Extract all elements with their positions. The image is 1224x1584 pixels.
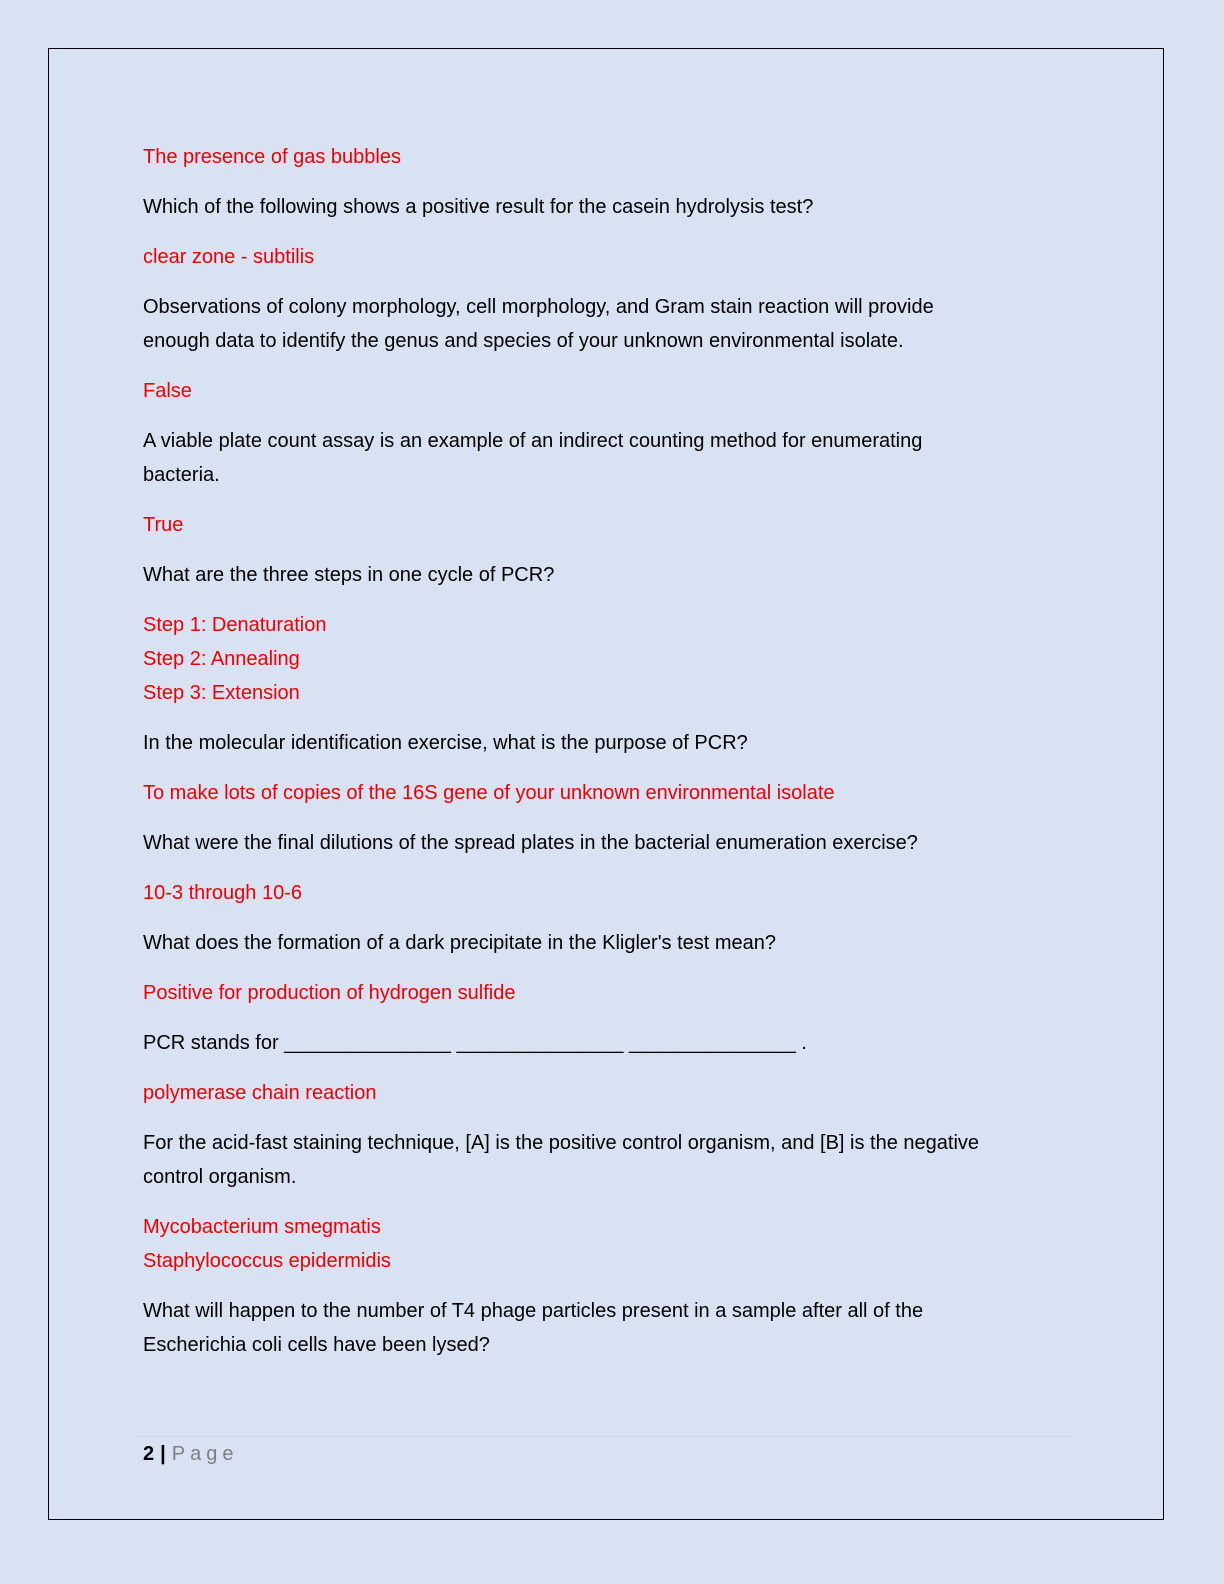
answer-paragraph: [143, 508, 1083, 542]
answer-paragraph: [143, 776, 1083, 810]
answer-line: The presence of gas bubbles: [143, 146, 401, 168]
question-line: control organism.: [143, 1166, 297, 1188]
answer-line: Staphylococcus epidermidis: [143, 1250, 391, 1272]
answer-paragraph: [143, 608, 1083, 710]
answer-paragraph: [143, 140, 1083, 174]
answer-line: Step 1: Denaturation: [143, 614, 327, 636]
question-paragraph: [143, 926, 1083, 960]
question-paragraph: [143, 558, 1083, 592]
footer-separator: |: [160, 1443, 166, 1465]
answer-line: Step 3: Extension: [143, 682, 300, 704]
question-line: A viable plate count assay is an example of an indirect counting method for enumerating: [143, 430, 923, 452]
page-label: Page: [171, 1443, 239, 1465]
answer-line: 10-3 through 10-6: [143, 882, 303, 904]
question-line: What does the formation of a dark precipitate in the Kligler's test mean?: [143, 932, 777, 954]
answer-line: polymerase chain reaction: [143, 1082, 377, 1104]
answer-paragraph: [143, 1210, 1083, 1278]
question-line: enough data to identify the genus and species of your unknown environmental isolate.: [143, 330, 904, 352]
answer-line: To make lots of copies of the 16S gene of your unknown environmental isolate: [143, 782, 835, 804]
answer-paragraph: [143, 876, 1083, 910]
answer-line: Step 2: Annealing: [143, 648, 300, 670]
question-paragraph: [143, 424, 1083, 492]
answer-paragraph: [143, 240, 1083, 274]
question-paragraph: [143, 1126, 1083, 1194]
answer-paragraph: [143, 976, 1083, 1010]
question-line: What will happen to the number of T4 phage particles present in a sample after all of the: [143, 1300, 924, 1322]
question-paragraph: [143, 826, 1083, 860]
question-line: In the molecular identification exercise, what is the purpose of PCR?: [143, 732, 748, 754]
question-line: What were the final dilutions of the spread plates in the bacterial enumeration exercise?: [143, 832, 918, 854]
question-paragraph: [143, 190, 1083, 224]
answer-line: True: [143, 514, 184, 536]
question-paragraph: [143, 726, 1083, 760]
question-paragraph: [143, 290, 1083, 358]
answer-line: Positive for production of hydrogen sulfide: [143, 982, 516, 1004]
answer-line: clear zone - subtilis: [143, 246, 315, 268]
question-line: Escherichia coli cells have been lysed?: [143, 1334, 490, 1356]
question-paragraph: [143, 1026, 1083, 1060]
answer-line: False: [143, 380, 192, 402]
page-number: 2: [143, 1443, 155, 1465]
answer-paragraph: [143, 1076, 1083, 1110]
question-line: Observations of colony morphology, cell morphology, and Gram stain reaction will provide: [143, 296, 934, 318]
page-footer: [143, 1440, 238, 1468]
question-line: bacteria.: [143, 464, 220, 486]
question-line: Which of the following shows a positive result for the casein hydrolysis test?: [143, 196, 814, 218]
question-line: For the acid-fast staining technique, [A] is the positive control organism, and [B] is the negative: [143, 1132, 980, 1154]
document-body: [143, 140, 1083, 1378]
question-paragraph: [143, 1294, 1083, 1362]
answer-line: Mycobacterium smegmatis: [143, 1216, 381, 1238]
question-line: PCR stands for _______________ _______________ _______________ .: [143, 1032, 807, 1054]
question-line: What are the three steps in one cycle of PCR?: [143, 564, 555, 586]
answer-paragraph: [143, 374, 1083, 408]
footer-divider: [138, 1436, 1074, 1437]
